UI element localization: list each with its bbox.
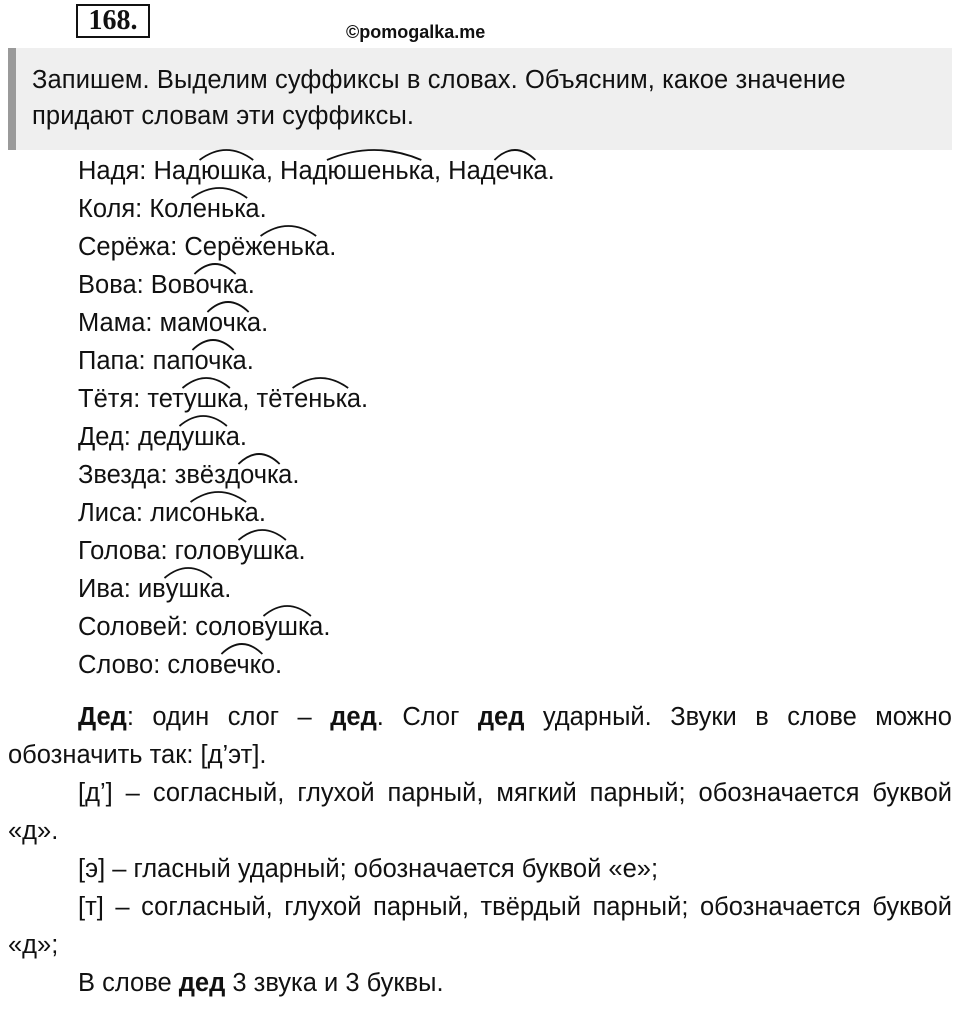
word-text: а. bbox=[246, 309, 269, 337]
word-line bbox=[78, 646, 958, 684]
word-line bbox=[78, 266, 958, 304]
analysis-text: 3 звука и 3 буквы. bbox=[225, 969, 444, 997]
suffix-text: оньк bbox=[191, 499, 245, 527]
exercise-number: 168. bbox=[76, 4, 150, 38]
word-text: а. bbox=[225, 423, 247, 451]
suffix bbox=[201, 152, 252, 190]
suffix bbox=[294, 380, 347, 418]
analysis-paragraph bbox=[8, 964, 952, 1002]
word-text: Коля: Кол bbox=[78, 195, 193, 223]
analysis-text: [э] – гласный ударный; обозначается буквой «е»; bbox=[78, 855, 659, 883]
suffix-text: очк bbox=[240, 461, 279, 489]
word-text: Ива: ив bbox=[78, 575, 166, 603]
analysis-paragraph bbox=[8, 774, 952, 850]
word-line bbox=[78, 532, 958, 570]
word-text: Звезда: звёзд bbox=[78, 461, 241, 489]
suffix bbox=[196, 266, 234, 304]
word-text: а. bbox=[278, 461, 300, 489]
suffix bbox=[181, 418, 225, 456]
watermark: ©pomogalka.me bbox=[346, 22, 486, 42]
suffix bbox=[265, 608, 309, 646]
word-text: о. bbox=[260, 651, 283, 679]
word-line bbox=[78, 456, 958, 494]
word-line bbox=[78, 380, 958, 418]
suffix-text: ушк bbox=[183, 385, 229, 413]
word-line bbox=[78, 228, 958, 266]
suffix-text: ечк bbox=[223, 651, 261, 679]
word-text: а, Над bbox=[419, 157, 496, 185]
word-line bbox=[78, 304, 958, 342]
analysis-paragraph bbox=[8, 888, 952, 964]
word-line bbox=[78, 418, 958, 456]
suffix bbox=[209, 304, 247, 342]
word-line bbox=[78, 342, 958, 380]
analysis-paragraph bbox=[8, 850, 952, 888]
word-list bbox=[78, 152, 958, 684]
word-text: а. bbox=[284, 537, 306, 565]
task-block bbox=[8, 48, 952, 150]
suffix bbox=[496, 152, 534, 190]
word-text: а. bbox=[232, 347, 254, 375]
suffix-text: юшк bbox=[200, 157, 252, 185]
word-line bbox=[78, 494, 958, 532]
suffix-text: ушк bbox=[165, 575, 211, 603]
suffix-text: ушк bbox=[264, 613, 310, 641]
word-line bbox=[78, 152, 958, 190]
word-text: Слово: слов bbox=[78, 651, 224, 679]
bold-word: дед bbox=[477, 703, 525, 731]
word-text: а. bbox=[309, 613, 331, 641]
suffix bbox=[223, 646, 261, 684]
suffix bbox=[240, 532, 284, 570]
word-text: Тётя: тет bbox=[78, 385, 184, 413]
suffix-text: ушк bbox=[239, 537, 285, 565]
suffix-text: еньк bbox=[294, 385, 347, 413]
word-text: Соловей: солов bbox=[78, 613, 265, 641]
word-text: Вова: Вов bbox=[78, 271, 196, 299]
suffix bbox=[262, 228, 315, 266]
word-text: а. bbox=[346, 385, 369, 413]
suffix bbox=[184, 380, 228, 418]
word-line bbox=[78, 190, 958, 228]
analysis-text: ударный. Звуки в слове можно обозначить так: [д’эт]. bbox=[8, 703, 952, 769]
analysis-text: . Слог bbox=[376, 703, 478, 731]
bold-word: дед bbox=[178, 969, 226, 997]
word-text: а, Над bbox=[251, 157, 328, 185]
suffix bbox=[194, 342, 232, 380]
suffix-text: еньк bbox=[192, 195, 246, 223]
analysis-text: В слове bbox=[78, 969, 179, 997]
word-text: Папа: пап bbox=[78, 347, 195, 375]
suffix bbox=[193, 190, 246, 228]
word-text: а. bbox=[315, 233, 337, 261]
suffix-text: ечк bbox=[495, 157, 534, 185]
suffix-text: юшеньк bbox=[327, 157, 420, 185]
suffix bbox=[328, 152, 420, 190]
word-text: а, тёт bbox=[228, 385, 295, 413]
word-text: а. bbox=[533, 157, 555, 185]
word-text: Мама: мам bbox=[78, 309, 209, 337]
bold-word: дед bbox=[330, 703, 377, 731]
word-text: а. bbox=[233, 271, 255, 299]
task-text: Запишем. Выделим суффиксы в словах. Объясним, какое значение придают словам эти суффиксы. bbox=[32, 66, 846, 130]
suffix-text: еньк bbox=[262, 233, 316, 261]
suffix bbox=[240, 456, 278, 494]
phonetic-analysis bbox=[8, 698, 952, 1002]
analysis-text: [т] – согласный, глухой парный, твёрдый парный; обозначается буквой «д»; bbox=[8, 893, 952, 959]
suffix-text: очк bbox=[208, 309, 247, 337]
suffix-text: очк bbox=[194, 347, 233, 375]
analysis-text: : один слог – bbox=[126, 703, 331, 731]
analysis-text: [д’] – согласный, глухой парный, мягкий парный; обозначается буквой «д». bbox=[8, 779, 952, 845]
word-text: Голова: голов bbox=[78, 537, 240, 565]
suffix-text: очк bbox=[195, 271, 234, 299]
word-line bbox=[78, 570, 958, 608]
word-text: а. bbox=[245, 195, 267, 223]
word-text: а. bbox=[244, 499, 266, 527]
word-text: а. bbox=[210, 575, 232, 603]
suffix bbox=[192, 494, 245, 532]
word-text: Серёжа: Серёж bbox=[78, 233, 263, 261]
word-text: Надя: Над bbox=[78, 157, 201, 185]
suffix bbox=[166, 570, 210, 608]
bold-word: Дед bbox=[78, 703, 127, 731]
word-text: Лиса: лис bbox=[78, 499, 192, 527]
analysis-paragraph bbox=[8, 698, 952, 774]
word-line bbox=[78, 608, 958, 646]
word-text: Дед: дед bbox=[78, 423, 182, 451]
suffix-text: ушк bbox=[181, 423, 226, 451]
